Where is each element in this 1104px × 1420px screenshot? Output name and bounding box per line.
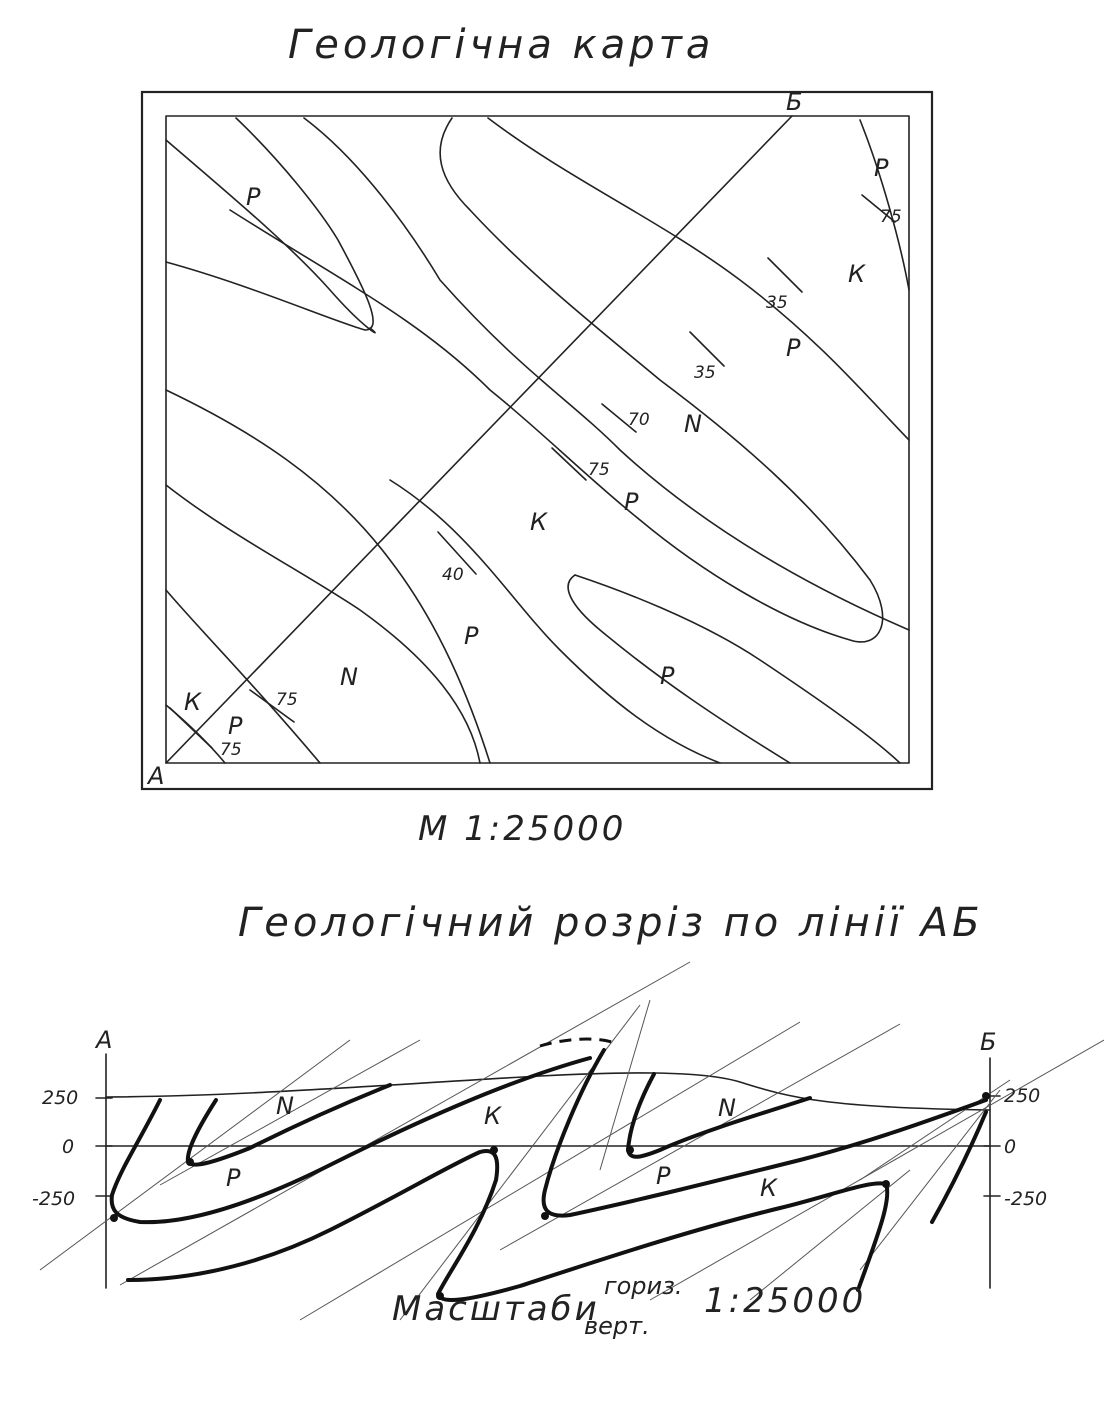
section-unit-label: К (760, 1174, 778, 1202)
scale-value: 1:25000 (704, 1281, 867, 1321)
boundary-6 (860, 120, 909, 290)
right-tick-label: 250 (1004, 1085, 1041, 1107)
section-unit-label: N (276, 1092, 294, 1120)
dip-value: 35 (694, 363, 716, 383)
map-unit-label: К (530, 508, 548, 536)
left-tick-label: 0 (62, 1136, 75, 1158)
map-unit-label: N (340, 663, 358, 691)
map-unit-label: Р (874, 154, 889, 182)
section-scale (392, 1272, 866, 1340)
section-line-ab (166, 116, 792, 763)
boundary-10 (568, 575, 790, 763)
map-outer-frame (142, 92, 932, 789)
map-unit-label: К (184, 688, 202, 716)
dip-symbol (552, 448, 586, 480)
dip-value: 75 (276, 690, 298, 710)
dip-value: 75 (220, 740, 242, 760)
right-tick-label: 0 (1004, 1136, 1017, 1158)
dip-value: 70 (628, 410, 650, 430)
map-unit-label: Р (624, 488, 639, 516)
dip-symbol (690, 332, 724, 366)
boundary-9 (390, 480, 720, 763)
boundary-8 (166, 485, 480, 763)
scale-horizontal-label: гориз. (604, 1272, 683, 1300)
map-unit-label: К (848, 260, 866, 288)
map-unit-label: N (684, 410, 702, 438)
map-point-b: Б (786, 88, 803, 116)
left-tick-label: 250 (42, 1087, 79, 1109)
right-tick-label: -250 (1004, 1188, 1048, 1210)
scale-word: Масштаби (392, 1289, 600, 1329)
map-unit-label: Р (464, 622, 479, 650)
map-unit-label: Р (228, 712, 243, 740)
dip-value: 75 (588, 460, 610, 480)
section-point-a: А (96, 1026, 113, 1054)
scale-vertical-label: верт. (584, 1312, 650, 1340)
boundary-4 (230, 118, 883, 642)
section-unit-label: N (718, 1094, 736, 1122)
eroded-fold-hinge (540, 1039, 612, 1046)
section-unit-label: Р (656, 1162, 671, 1190)
construction-lines (40, 962, 1104, 1320)
map-title: Геологічна карта (288, 22, 715, 68)
section-unit-label: К (484, 1102, 502, 1130)
dip-value: 35 (766, 293, 788, 313)
section-unit-label: Р (226, 1164, 241, 1192)
map-inner-frame (166, 116, 909, 763)
contact-1 (112, 1058, 590, 1222)
dip-value: 40 (442, 565, 464, 585)
geological-cross-section (32, 962, 1104, 1320)
map-unit-label: Р (660, 662, 675, 690)
left-tick-label: -250 (32, 1188, 76, 1210)
map-unit-label: Р (786, 334, 801, 362)
boundary-12 (166, 590, 320, 763)
boundary-1 (166, 140, 375, 333)
dip-value: 75 (880, 207, 902, 227)
topographic-profile (106, 1073, 990, 1110)
section-title: Геологічний розріз по лінії АБ (238, 900, 984, 946)
dip-symbol (768, 258, 802, 292)
boundary-5 (488, 118, 909, 440)
map-unit-label: Р (246, 183, 261, 211)
boundary-2 (166, 118, 373, 330)
strike-dip-symbols (170, 195, 895, 748)
geological-map (142, 88, 932, 790)
section-point-b: Б (980, 1028, 997, 1056)
map-point-a: А (148, 762, 165, 790)
map-scale: М 1:25000 (418, 809, 627, 849)
